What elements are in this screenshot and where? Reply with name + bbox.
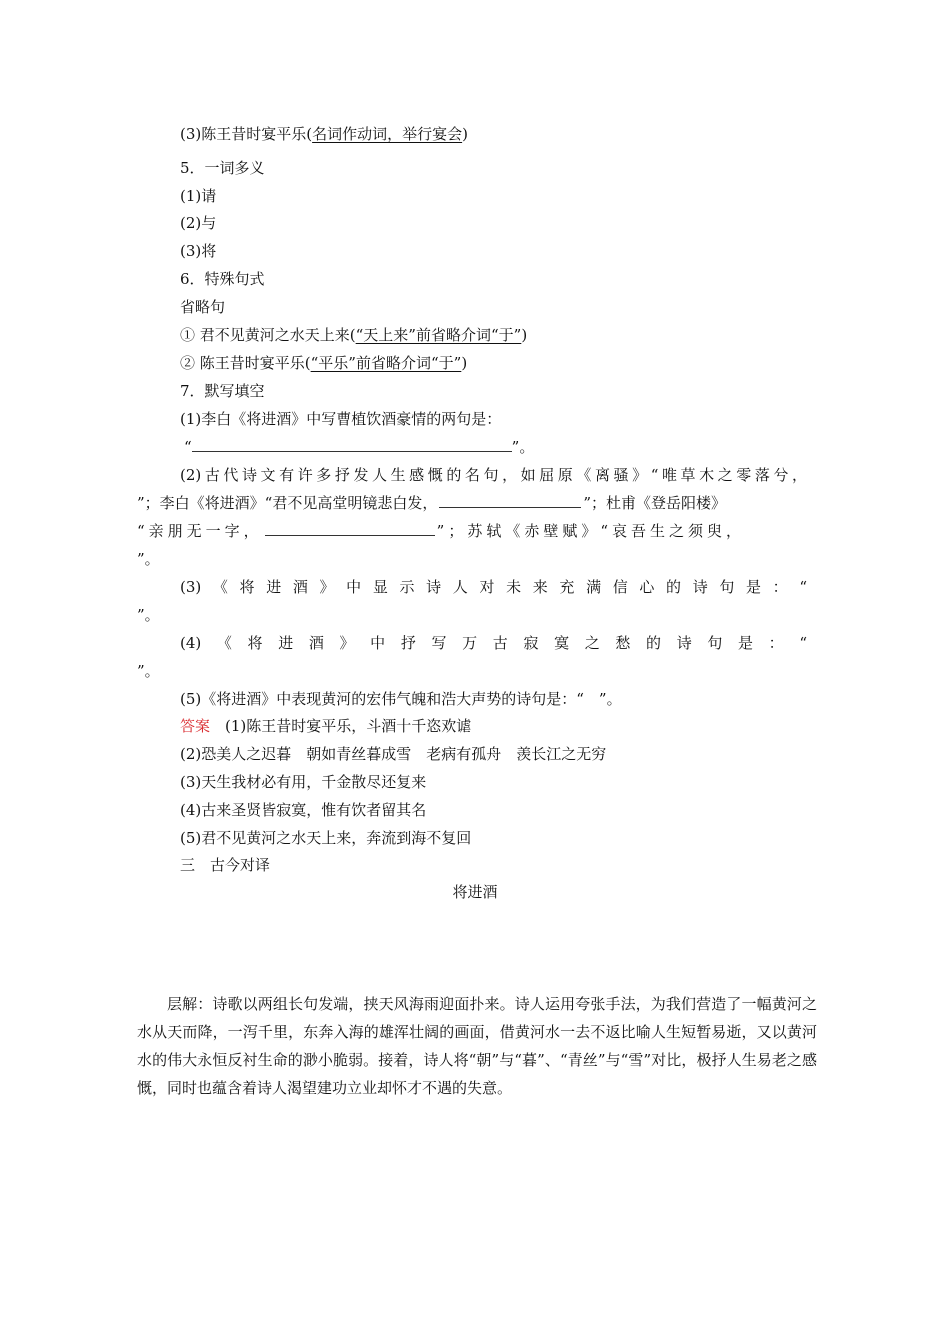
- item-3: [180, 124, 468, 144]
- question-2-line-2: [137, 493, 726, 513]
- section-7-title: 7．默写填空: [180, 382, 265, 400]
- section-6-sentence-1: [180, 325, 527, 345]
- section-5-item-2: (2)与: [180, 214, 217, 232]
- item-3-text: (3)陈王昔时宴平乐(: [180, 125, 313, 143]
- question-1: (1)李白《将进酒》中写曹植饮酒豪情的两句是：: [180, 410, 502, 428]
- answer-3: (3)天生我材必有用，千金散尽还复来: [180, 773, 427, 791]
- section-6-title: 6．特殊句式: [180, 270, 265, 288]
- item-3-close: ): [462, 125, 468, 143]
- q1-blank[interactable]: [192, 437, 512, 452]
- question-4-line-2: ”。: [137, 662, 160, 680]
- q1-open-quote: “: [184, 438, 192, 456]
- item-3-note: 名词作动词，举行宴会: [312, 125, 463, 143]
- section-5-title: 5．一词多义: [180, 159, 265, 177]
- section-5-item-1: (1)请: [180, 187, 217, 205]
- q2-line-2b: ”；杜甫《登岳阳楼》: [583, 494, 727, 512]
- analysis-paragraph: 层解：诗歌以两组长句发端，挟天风海雨迎面扑来。诗人运用夸张手法，为我们营造了一幅黄河之水从天而降，一泻千里，东奔入海的雄浑壮阔的画面，借黄河水一去不返比喻人生短暂易逝，又以黄河水的伟大永恒反衬生命的渺小脆弱。接着，诗人将“朝”与“暮”、“青丝”与“雪”对比，极抒人生易老之感慨，同时也蕴含着诗人渴望建功立业却怀才不遇的失意。: [137, 995, 817, 1097]
- question-2-line-4: ”。: [137, 550, 160, 568]
- answer-5: (5)君不见黄河之水天上来，奔流到海不复回: [180, 829, 472, 847]
- question-2-line-1: (2)古代诗文有许多抒发人生感慨的名句，如屈原《离骚》“唯草木之零落兮，: [180, 466, 807, 484]
- q2-line-3b: ”；苏轼《赤壁赋》“哀吾生之须臾，: [436, 522, 746, 540]
- answer-1-text: (1)陈王昔时宴平乐，斗酒十千恣欢谑: [225, 717, 472, 735]
- question-3-line-2: ”。: [137, 606, 160, 624]
- answer-1: [180, 716, 471, 736]
- sentence-1-note: “天上来”前省略介词“于”: [355, 326, 522, 344]
- sentence-1-text: ① 君不见黄河之水天上来(: [180, 326, 356, 344]
- question-3-line-1: (3)《将进酒》中显示诗人对未来充满信心的诗句是：“: [180, 578, 807, 596]
- section-6-sentence-2: [180, 353, 467, 373]
- sentence-2-text: ② 陈王昔时宴平乐(: [180, 354, 311, 372]
- sentence-2-note: “平乐”前省略介词“于”: [310, 354, 462, 372]
- q2-line-2a: ”；李白《将进酒》“君不见高堂明镜悲白发，: [137, 494, 438, 512]
- poem-title: 将进酒: [452, 883, 498, 901]
- question-1-answer-line: [184, 437, 534, 457]
- sentence-2-close: ): [461, 354, 468, 372]
- section-6-subtitle: 省略句: [180, 298, 226, 316]
- answer-label: 答案: [180, 717, 211, 735]
- q2-blank-2[interactable]: [265, 521, 435, 536]
- answer-2: (2)恐美人之迟暮 朝如青丝暮成雪 老病有孤舟 羡长江之无穷: [180, 745, 607, 763]
- question-5: (5)《将进酒》中表现黄河的宏伟气魄和浩大声势的诗句是：“ ”。: [180, 690, 622, 708]
- question-4-line-1: (4)《将进酒》中抒写万古寂寞之愁的诗句是：“: [180, 634, 807, 652]
- q2-line-3a: “亲朋无一字，: [137, 522, 263, 540]
- section-5-item-3: (3)将: [180, 242, 217, 260]
- sentence-1-close: ): [521, 326, 528, 344]
- q1-close-quote: ”。: [511, 438, 535, 456]
- answer-4: (4)古来圣贤皆寂寞，惟有饮者留其名: [180, 801, 427, 819]
- q2-blank-1[interactable]: [439, 493, 581, 508]
- question-2-line-3: [137, 521, 745, 541]
- section-3-title: 三 古今对译: [180, 856, 271, 874]
